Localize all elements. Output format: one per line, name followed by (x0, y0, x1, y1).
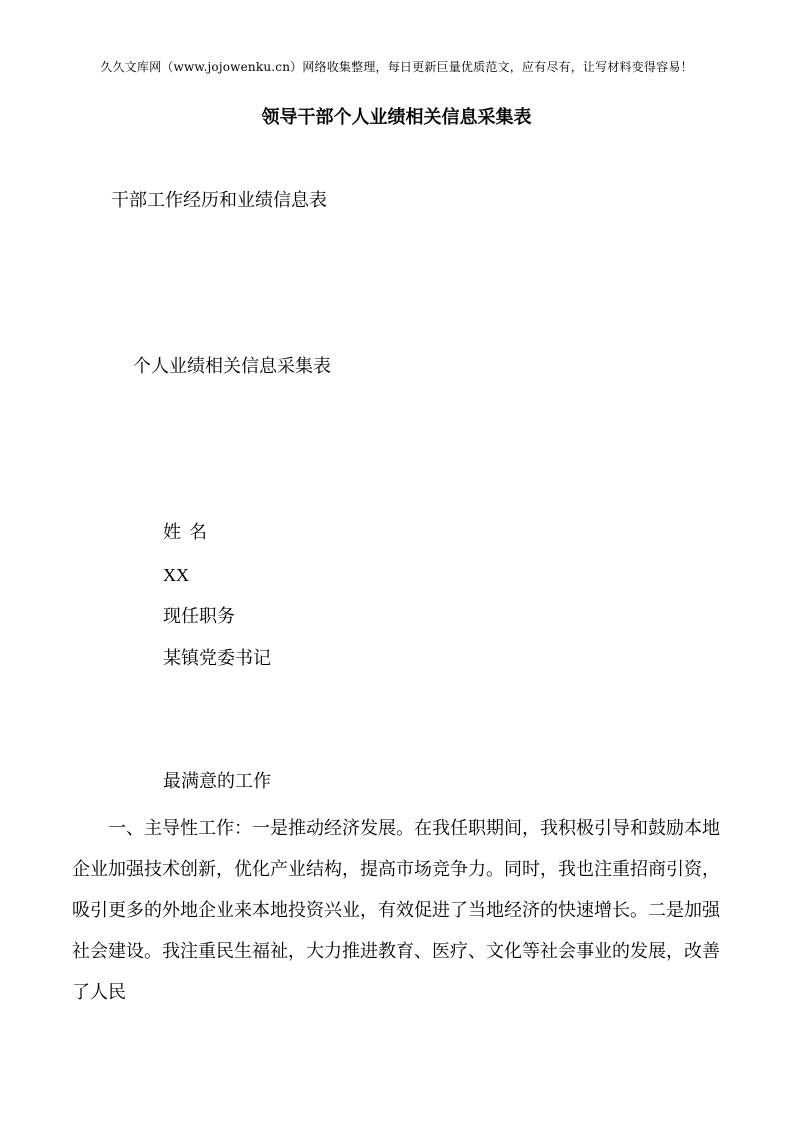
name-value: XX (163, 565, 189, 585)
site-banner: 久久文库网（www.jojowenku.cn）网络收集整理，每日更新巨量优质范文，应有尽有，让写材料变得容易！ (100, 60, 693, 74)
position-label: 现任职务 (163, 606, 235, 627)
section-subtitle: 干部工作经历和业绩信息表 (111, 190, 327, 211)
work-description-paragraph: 一、主导性工作：一是推动经济发展。在我任职期间，我积极引导和鼓励本地企业加强技术创新，优化产业结构，提高市场竞争力。同时，我也注重招商引资，吸引更多的外地企业来本地投资兴业，有效促进了当地经济的快速增长。二是加强社会建设。我注重民生福祉，大力推进教育、医疗、文化等社会事业的发展，改善了人民 (72, 818, 720, 1003)
position-value: 某镇党委书记 (163, 648, 271, 669)
satisfied-work-label: 最满意的工作 (163, 771, 271, 792)
form-subtitle: 个人业绩相关信息采集表 (133, 356, 331, 377)
name-label: 姓名 (163, 522, 215, 543)
document-title: 领导干部个人业绩相关信息采集表 (261, 107, 532, 128)
